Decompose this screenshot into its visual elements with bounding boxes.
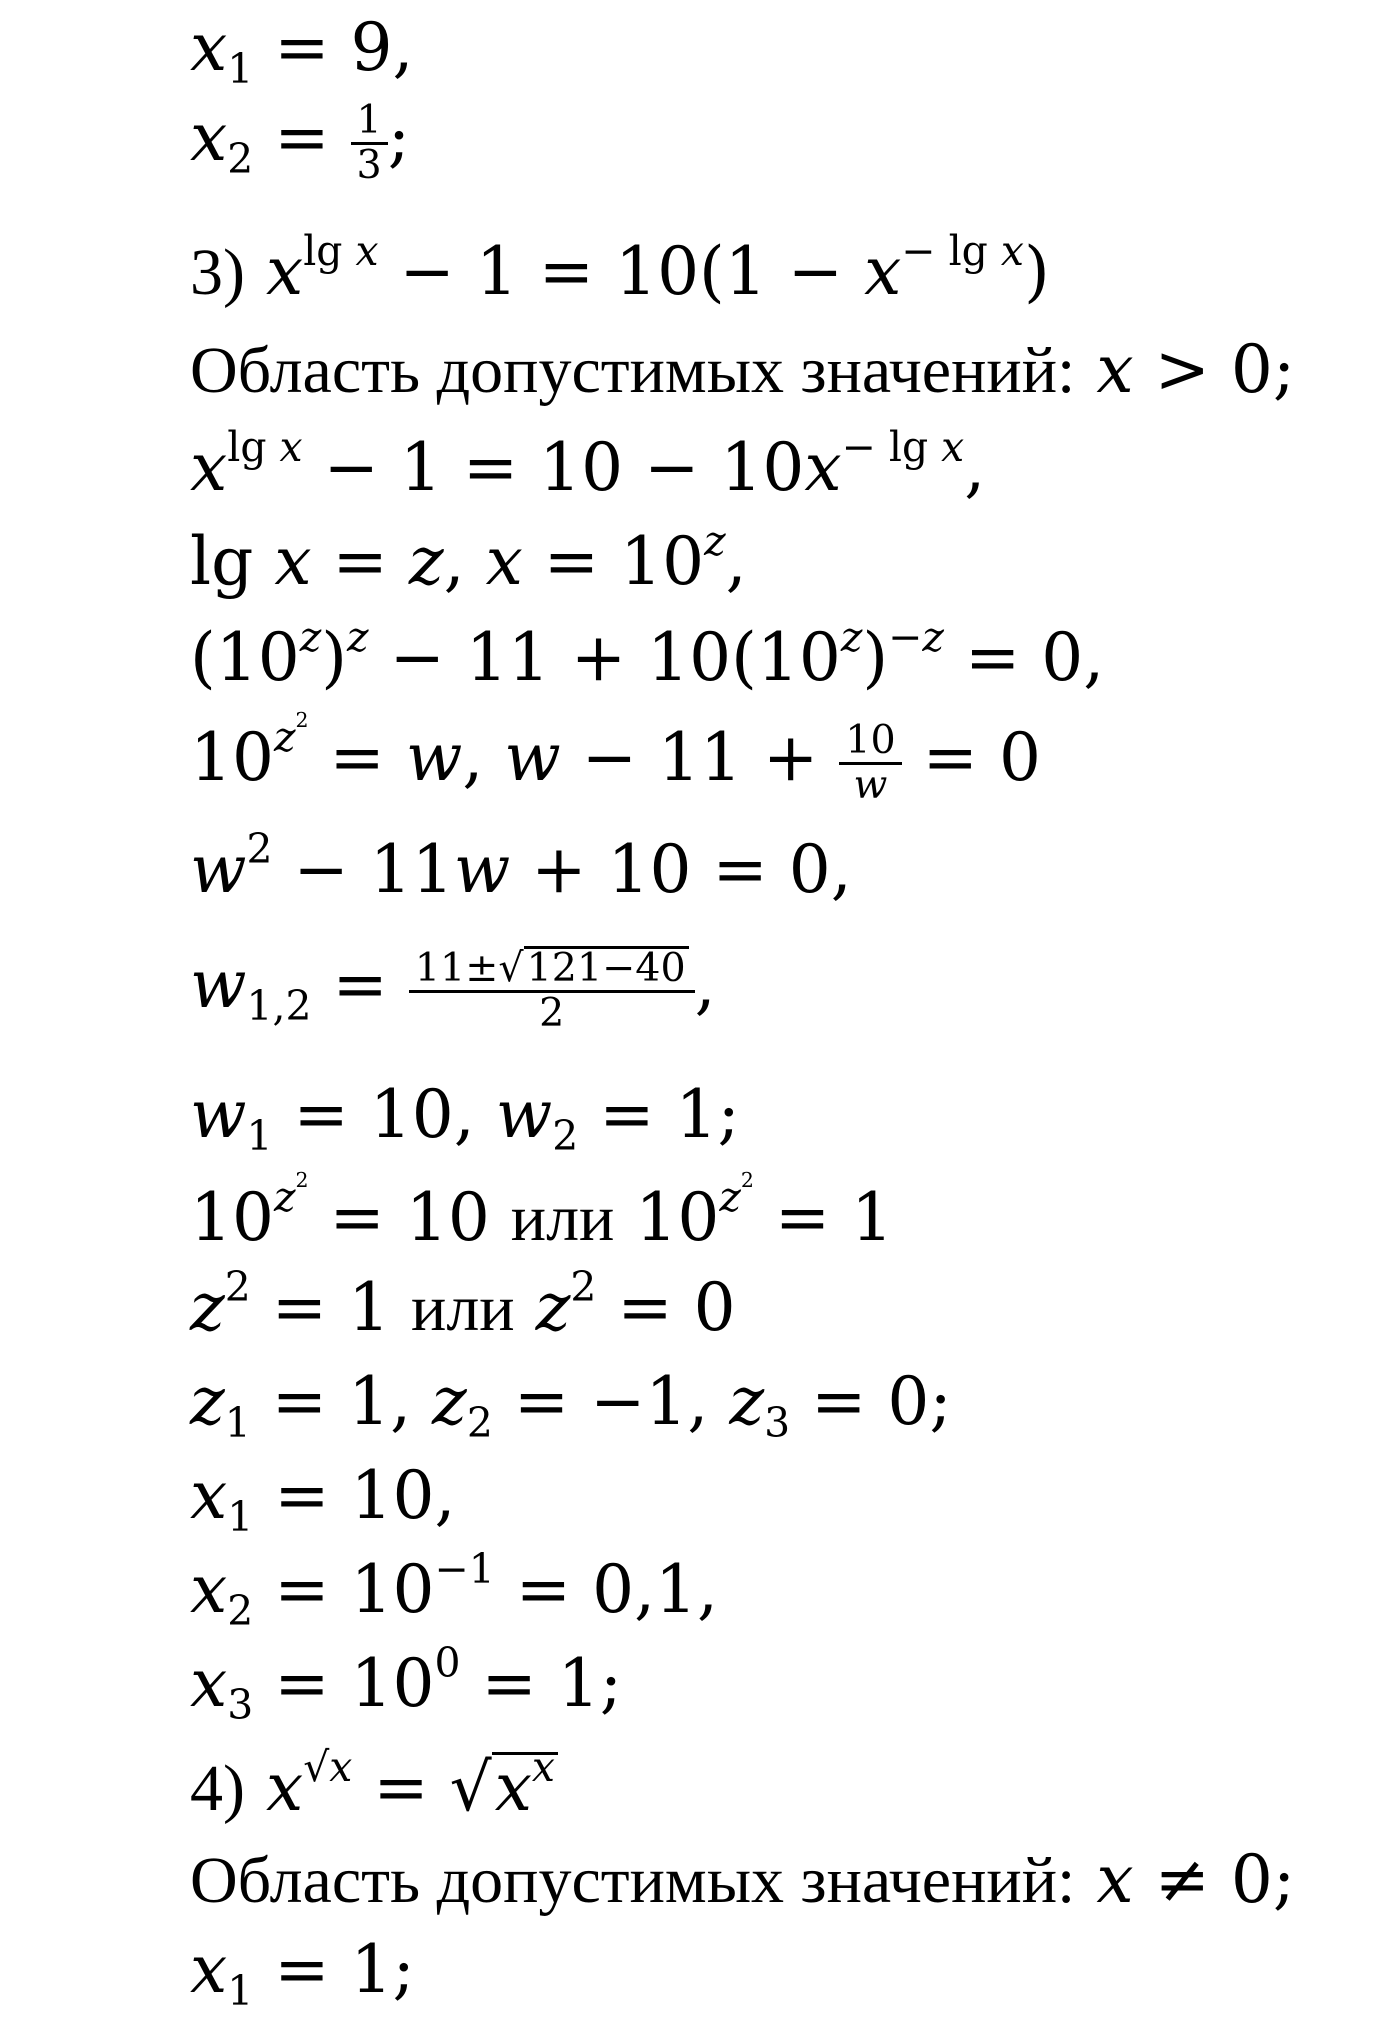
equation-line-10: w1,2 = $\frac{11\pm√121-40}{2}$ , xyxy=(190,944,716,1036)
equation-line-2: x2 = $\frac{1}{3}$ ; xyxy=(190,96,410,188)
odz-line-1: Область допустимых значений: x > 0; xyxy=(190,331,1296,408)
equation-line-12: 10z2 = 10 или 10z2 = 1 xyxy=(190,1168,894,1256)
equation-line-9: w2 − 11w + 10 = 0, xyxy=(190,824,852,908)
equation-line-11: w1 = 10, w2 = 1; xyxy=(190,1076,740,1161)
equation-line-18: 4) x√x = √xx xyxy=(190,1748,558,1828)
equation-line-1: x1 = 9, xyxy=(190,9,414,94)
odz-line-2: Область допустимых значений: x ≠ 0; xyxy=(190,1841,1296,1918)
equation-line-14: z1 = 1, z2 = −1, z3 = 0; xyxy=(190,1363,952,1448)
equation-line-20: x1 = 1; xyxy=(190,1931,415,2016)
equation-line-6: lg x = z, x = 10z, xyxy=(190,516,747,600)
equation-line-17: x3 = 100 = 1; xyxy=(190,1638,623,1730)
equation-line-16: x2 = 10−1 = 0,1, xyxy=(190,1544,719,1636)
equation-line-7: (10z)z − 11 + 10(10z)−z = 0, xyxy=(190,612,1105,696)
equation-line-13: z2 = 1 или z2 = 0 xyxy=(190,1262,736,1346)
equation-line-5: xlg x − 1 = 10 − 10x− lg x, xyxy=(190,422,986,506)
equation-line-3: 3) xlg x − 1 = 10(1 − x− lg x) xyxy=(190,226,1050,310)
equation-line-8: 10z2 = w, w − 11 + $\frac{10}{w}$ = 0 xyxy=(190,708,1041,808)
equation-line-15: x1 = 10, xyxy=(190,1457,456,1542)
